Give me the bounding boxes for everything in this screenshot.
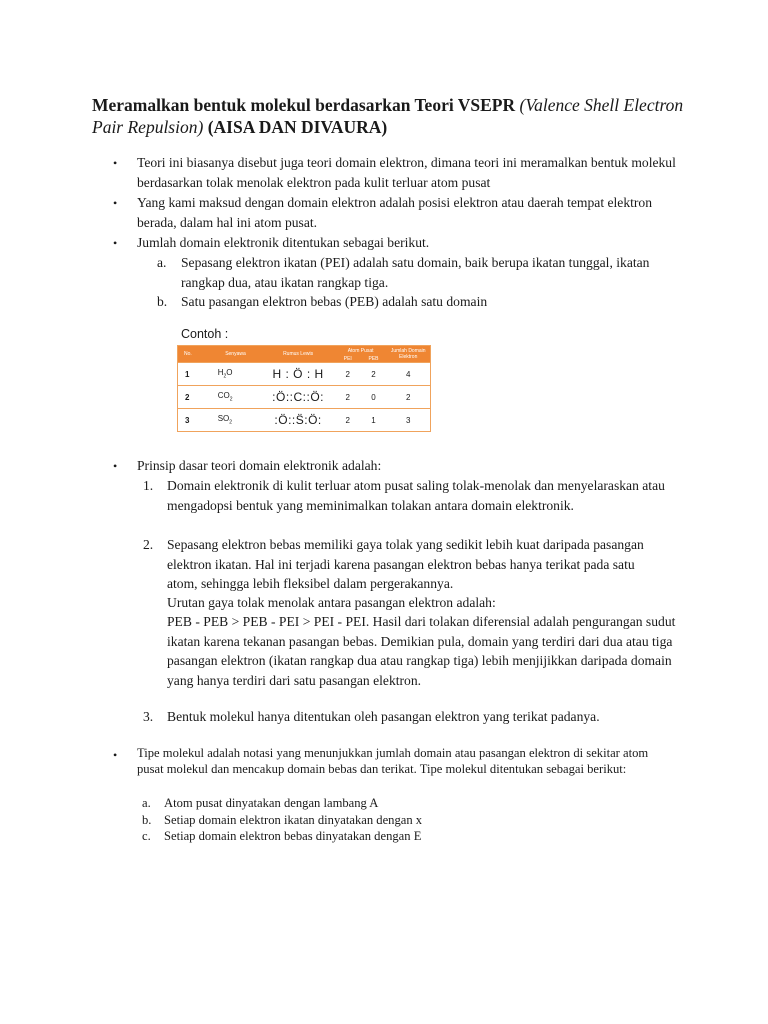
formula-sub: 2 — [229, 396, 233, 403]
list-item-text: Sepasang elektron bebas memiliki gaya tolak yang sedikit lebih kuat daripada pasangan elektron ikatan. Hal ini terjadi karena pasangan elektron bebas hanya terikat pada satu atom, sehingga lebih fleksibel dalam pergerakannya. — [167, 537, 644, 592]
cell-peb: 2 — [361, 363, 387, 386]
th-no: No. — [178, 346, 210, 363]
cell-senyawa — [210, 386, 262, 409]
list-marker: b. — [142, 813, 152, 827]
bullet-icon: • — [113, 459, 118, 473]
cell-jumlah: 4 — [386, 363, 430, 386]
list-item-text: Domain elektronik di kulit terluar atom pusat saling tolak-menolak dan menyelaraskan atau mengadopsi bentuk yang meminimalkan tolakan antara domain elektronik. — [167, 478, 665, 513]
th-rumus-lewis: Rumus Lewis — [261, 346, 335, 363]
title-italic: (Valence Shell Electron Pair Repulsion) — [92, 95, 684, 137]
cell-pei: 2 — [335, 386, 361, 409]
cell-lewis: :Ö::C::Ö: — [261, 386, 335, 409]
bullet-icon: • — [113, 156, 118, 170]
cell-no: 3 — [178, 409, 210, 432]
list-marker: 1. — [143, 478, 154, 493]
formula-base: CO — [217, 391, 230, 401]
list-marker: 3. — [143, 709, 154, 724]
list-marker: b. — [157, 294, 168, 309]
th-pei: PEI — [335, 355, 361, 363]
list-marker: c. — [142, 829, 151, 843]
list-marker: a. — [157, 255, 167, 270]
bullet-text-5: Tipe molekul adalah notasi yang menunjukkan jumlah domain atau pasangan elektron di sekitar atom pusat molekul dan mencakup domain bebas dan terikat. Tipe molekul ditentukan sebagai berikut: — [137, 746, 649, 776]
title-main: Meramalkan bentuk molekul berdasarkan Teori VSEPR — [92, 95, 516, 115]
list-item-text: Setiap domain elektron ikatan dinyatakan dengan x — [164, 813, 423, 827]
cell-senyawa — [210, 363, 262, 386]
bullet-icon: • — [113, 196, 118, 210]
cell-lewis: :Ö::S̈:Ö: — [261, 409, 335, 432]
bullet-icon: • — [113, 748, 118, 762]
example-label: Contoh : — [181, 327, 229, 341]
cell-no: 1 — [178, 363, 210, 386]
list-marker: 2. — [143, 537, 154, 552]
list-item-text: Atom pusat dinyatakan dengan lambang A — [164, 796, 379, 810]
th-atom-pusat: Atom Pusat — [335, 346, 386, 356]
cell-jumlah: 2 — [386, 386, 430, 409]
bullet-text-1: Teori ini biasanya disebut juga teori domain elektron, dimana teori ini meramalkan bentuk molekul berdasarkan tolak menolak elektron pada kulit terluar atom pusat — [137, 155, 676, 190]
cell-senyawa — [210, 409, 262, 432]
cell-pei: 2 — [335, 409, 361, 432]
bullet-text-4: Prinsip dasar teori domain elektronik adalah: — [137, 458, 382, 473]
vsepr-example-table — [177, 345, 431, 432]
list-item-text: PEB - PEB > PEB - PEI > PEI - PEI. Hasil dari tolakan diferensial adalah pengurangan sudut ikatan karena tekanan pasangan bebas. Demikian pula, domain yang terdiri dari dua atau tiga pasangan elektron (ikatan rangkap dua atau rangkap tiga) lebih menjijikkan daripada domain yang hanya terdiri dari satu pasangan elektron. — [167, 614, 676, 688]
th-jumlah-domain: Jumlah Domain Elektron — [386, 346, 430, 363]
document-title — [92, 94, 692, 138]
cell-peb: 1 — [361, 409, 387, 432]
list-item-text: Satu pasangan elektron bebas (PEB) adalah satu domain — [181, 294, 488, 309]
cell-no: 2 — [178, 386, 210, 409]
th-peb: PEB — [361, 355, 387, 363]
bullet-icon: • — [113, 236, 118, 250]
formula-rest: O — [226, 368, 233, 378]
cell-jumlah: 3 — [386, 409, 430, 432]
formula-base: SO — [217, 414, 230, 424]
table-row — [178, 363, 431, 386]
list-item-text: Sepasang elektron ikatan (PEI) adalah satu domain, baik berupa ikatan tunggal, ikatan rangkap dua, atau ikatan rangkap tiga. — [181, 255, 650, 290]
formula-sub: 2 — [229, 419, 233, 426]
table-row — [178, 409, 431, 432]
title-authors: (AISA DAN DIVAURA) — [207, 117, 388, 137]
bullet-text-3: Jumlah domain elektronik ditentukan sebagai berikut. — [137, 235, 430, 250]
table-row — [178, 386, 431, 409]
list-item-text: Bentuk molekul hanya ditentukan oleh pasangan elektron yang terikat padanya. — [167, 709, 600, 724]
list-marker: a. — [142, 796, 151, 810]
cell-peb: 0 — [361, 386, 387, 409]
list-item-text: Setiap domain elektron bebas dinyatakan dengan E — [164, 829, 422, 843]
cell-pei: 2 — [335, 363, 361, 386]
bullet-text-2: Yang kami maksud dengan domain elektron adalah posisi elektron atau daerah tempat elektron berada, dalam hal ini atom pusat. — [137, 195, 653, 230]
formula-base: H — [217, 368, 224, 378]
cell-lewis: H : Ö : H — [261, 363, 335, 386]
th-senyawa: Senyawa — [210, 346, 262, 363]
formula-sub: 2 — [223, 373, 227, 380]
list-item-text: Urutan gaya tolak menolak antara pasangan elektron adalah: — [167, 595, 496, 610]
